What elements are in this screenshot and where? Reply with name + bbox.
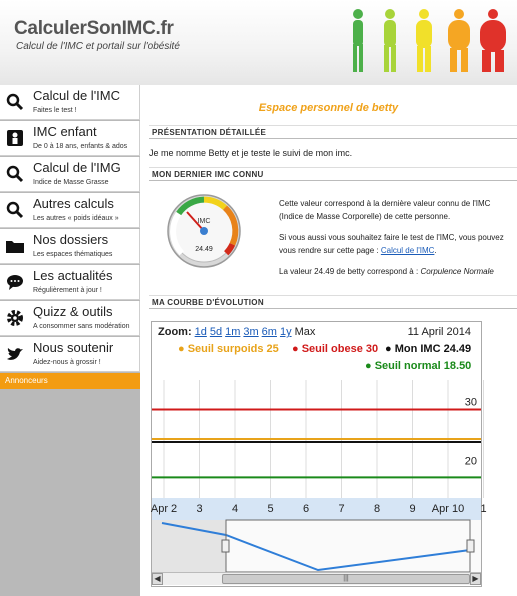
twitter-icon	[5, 344, 25, 364]
scrollbar-thumb[interactable]: |||	[222, 574, 470, 584]
section-header-presentation: PRÉSENTATION DÉTAILLÉE	[149, 125, 517, 139]
legend-label: Seuil obese 30	[301, 343, 379, 355]
sidebar-item-subtitle: De 0 à 18 ans, enfants & ados	[33, 143, 128, 150]
x-tick-label: Apr 2	[150, 503, 178, 515]
sidebar	[0, 85, 140, 596]
x-tick-label: 9	[409, 503, 416, 515]
imc-test-invite-end: .	[434, 246, 437, 255]
orange-figure	[448, 9, 470, 72]
header-silhouettes-image	[338, 4, 508, 76]
lime-figure	[384, 9, 396, 72]
green-figure	[353, 9, 363, 72]
sidebar-item-subtitle: Régulièrement à jour !	[33, 287, 102, 294]
header	[0, 0, 517, 85]
imc-category: Corpulence Normale	[420, 267, 494, 276]
sidebar-item-subtitle: Les espaces thématiques	[33, 251, 113, 258]
annonceurs-header: Annonceurs	[0, 373, 140, 389]
navigator-handle-right[interactable]	[467, 540, 474, 552]
sidebar-item-calcul-imc[interactable]	[0, 85, 140, 120]
sidebar-item-subtitle: Indice de Masse Grasse	[33, 179, 109, 186]
sidebar-item-title: Calcul de l'IMG	[33, 160, 121, 175]
x-tick-label: 7	[338, 503, 345, 515]
sidebar-item-subtitle: A consommer sans modération	[33, 323, 130, 330]
search-icon	[5, 92, 25, 112]
zoom-3m-button[interactable]: 3m	[243, 326, 259, 338]
logo-subtitle: Calcul de l'IMC et portail sur l'obésité	[16, 41, 180, 52]
sidebar-item-autres-calculs[interactable]	[0, 193, 140, 228]
x-tick-label: 4	[231, 503, 239, 515]
legend-seuil-normal[interactable]: ● Seuil normal 18.50	[365, 360, 472, 372]
logo-title[interactable]: CalculerSonIMC.fr	[14, 18, 174, 39]
legend-label: Mon IMC 24.49	[394, 343, 472, 355]
x-tick-label: 6	[302, 503, 310, 515]
sidebar-item-title: Autres calculs	[33, 196, 114, 211]
navigator[interactable]	[152, 520, 481, 572]
search-icon	[5, 200, 25, 220]
sidebar-item-title: Nous soutenir	[33, 340, 114, 355]
imc-test-invite-text: Si vous aussi vous souhaitez faire le test de l'IMC, vous pouvez vous rendre sur cette page :	[279, 233, 504, 255]
chat-icon	[5, 272, 25, 292]
imc-description: Cette valeur correspond à la dernière valeur connu de l'IMC (Indice de Masse Corporelle) de cette personne.	[279, 199, 491, 221]
legend-seuil-obese[interactable]: ● Seuil obese 30	[292, 343, 379, 355]
imc-evolution-chart	[150, 321, 487, 587]
zoom-6m-button[interactable]: 6m	[261, 326, 277, 338]
x-tick-label: Apr 10	[431, 503, 465, 515]
x-tick-label: 3	[196, 503, 203, 515]
child-icon	[5, 128, 25, 148]
imc-category-text	[279, 265, 509, 278]
y-tick-label: 20	[464, 455, 477, 468]
sidebar-item-title: Les actualités	[33, 268, 113, 283]
zoom-1m-button[interactable]: 1m	[225, 326, 241, 338]
chart-scrollbar[interactable]	[152, 572, 481, 585]
red-figure	[480, 9, 506, 72]
legend-seuil-surpoids[interactable]: ● Seuil surpoids 25	[178, 343, 279, 355]
sidebar-item-quizz-outils[interactable]	[0, 301, 140, 336]
chart-date: 11 April 2014	[407, 326, 471, 338]
sidebar-item-subtitle: Faites le test !	[33, 107, 77, 114]
sidebar-item-nous-soutenir[interactable]	[0, 337, 140, 372]
calcul-imc-link[interactable]: Calcul de l'IMC	[380, 246, 435, 255]
legend-mon-imc[interactable]: ● Mon IMC 24.49	[385, 343, 472, 355]
intro-text: Je me nomme Betty et je teste le suivi de mon imc.	[149, 148, 353, 158]
sidebar-item-title: Calcul de l'IMC	[33, 88, 121, 103]
search-icon	[5, 164, 25, 184]
zoom-1d-button[interactable]: 1d	[194, 326, 207, 338]
sidebar-item-nos-dossiers[interactable]	[0, 229, 140, 264]
legend-label: Seuil normal 18.50	[374, 360, 472, 372]
section-header-courbe: MA COURBE D'ÉVOLUTION	[149, 295, 517, 309]
zoom-label: Zoom:	[158, 326, 192, 338]
x-tick-label: 1	[480, 503, 487, 515]
x-tick-label: 8	[373, 503, 381, 515]
zoom-max-button[interactable]: Max	[294, 326, 316, 338]
sidebar-item-actualites[interactable]	[0, 265, 140, 300]
imc-gauge	[166, 193, 242, 269]
main-content	[140, 85, 517, 596]
zoom-controls	[158, 326, 315, 338]
x-tick-label: 5	[267, 503, 274, 515]
gear-icon	[5, 308, 25, 328]
yellow-figure	[416, 9, 432, 72]
y-tick-label: 30	[464, 396, 477, 409]
scroll-right-button[interactable]: ▶	[470, 573, 481, 585]
section-header-dernier-imc: MON DERNIER IMC CONNU	[149, 167, 517, 181]
gauge-label: IMC	[197, 218, 211, 225]
navigator-handle-left[interactable]	[222, 540, 229, 552]
zoom-5d-button[interactable]: 5d	[209, 326, 223, 338]
sidebar-item-title: IMC enfant	[33, 124, 97, 139]
folder-icon	[5, 236, 25, 256]
page-title: Espace personnel de betty	[258, 102, 399, 114]
gauge-value: 24.49	[195, 246, 213, 253]
imc-category-prefix: La valeur 24.49 de betty correspond à :	[279, 267, 421, 276]
scroll-left-button[interactable]: ◀	[152, 573, 163, 585]
sidebar-item-calcul-img[interactable]	[0, 157, 140, 192]
sidebar-item-subtitle: Aidez-nous à grossir !	[33, 359, 101, 366]
sidebar-item-title: Quizz & outils	[33, 304, 113, 319]
sidebar-item-subtitle: Les autres « poids idéaux »	[33, 215, 119, 222]
zoom-1y-button[interactable]: 1y	[279, 326, 292, 338]
sidebar-item-imc-enfant[interactable]	[0, 121, 140, 156]
sidebar-item-title: Nos dossiers	[33, 232, 109, 247]
legend-label: Seuil surpoids 25	[187, 343, 279, 355]
plot-area	[150, 380, 487, 520]
imc-test-invite	[279, 231, 509, 257]
